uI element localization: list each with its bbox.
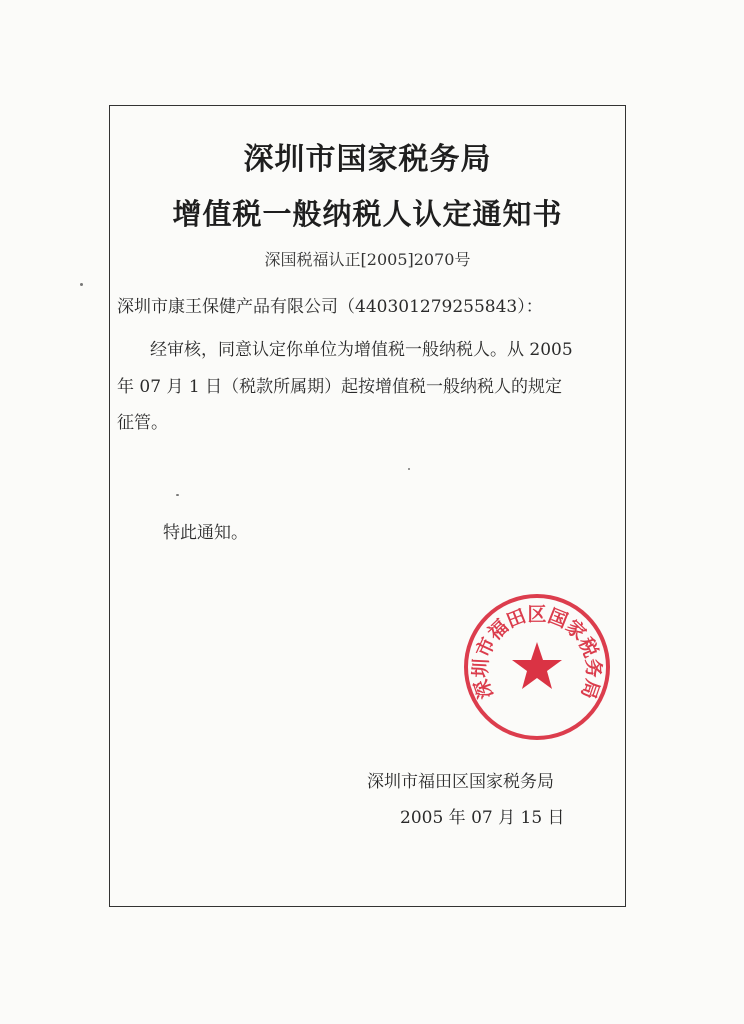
closing-text: 特此通知。: [163, 523, 248, 543]
document-number: 深国税福认正[2005]2070号: [264, 250, 471, 269]
issuer-heading: 深圳市国家税务局: [243, 142, 492, 177]
addressee: 深圳市康王保健产品有限公司（440301279255843）：: [117, 297, 543, 317]
star-icon: [512, 642, 562, 689]
body-line-3: 征管。: [117, 413, 168, 433]
scan-speck: [80, 283, 83, 286]
seal-text: 深圳市福田区国家税务局: [469, 603, 605, 702]
scan-speck: [408, 468, 410, 470]
body-line-1: 经审核，同意认定你单位为增值税一般纳税人。从 2005: [150, 340, 573, 360]
body-line-2: 年 07 月 1 日（税款所属期）起按增值税一般纳税人的规定: [117, 377, 563, 397]
official-seal: [462, 592, 612, 742]
signatory: 深圳市福田区国家税务局: [367, 772, 554, 792]
scan-speck: [176, 494, 179, 496]
notice-title: 增值税一般纳税人认定通知书: [172, 197, 563, 231]
issue-date: 2005 年 07 月 15 日: [400, 808, 565, 828]
